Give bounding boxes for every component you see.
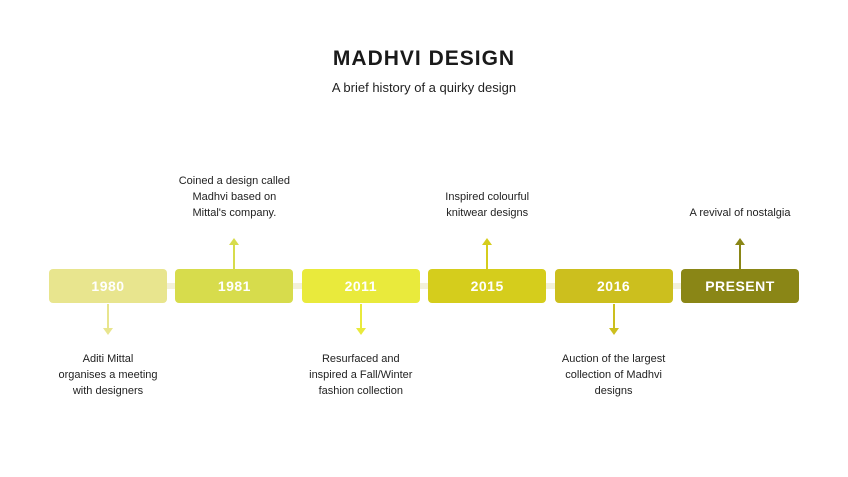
milestone-label-2011 bbox=[296, 351, 426, 399]
milestone-box-2016: 2016 bbox=[555, 269, 673, 303]
page-subtitle: A brief history of a quirky design bbox=[331, 80, 517, 95]
arrow-up-icon bbox=[480, 238, 494, 270]
label-line: fashion collection bbox=[318, 385, 403, 397]
milestone-box-2011: 2011 bbox=[302, 269, 420, 303]
milestone-label-2015 bbox=[422, 189, 552, 221]
label-line: Inspired colourful bbox=[445, 191, 530, 203]
arrow-up-icon bbox=[733, 238, 747, 270]
label-line: inspired a Fall/Winter bbox=[309, 369, 413, 381]
label-line: with designers bbox=[72, 385, 144, 397]
arrow-down-icon bbox=[607, 304, 621, 336]
label-line: Mittal's company. bbox=[192, 207, 277, 219]
label-line: Aditi Mittal bbox=[82, 353, 134, 365]
page-title: MADHVI DESIGN bbox=[332, 47, 516, 70]
arrow-up-icon bbox=[227, 238, 241, 270]
arrow-down-icon bbox=[354, 304, 368, 336]
milestone-box-1980: 1980 bbox=[49, 269, 167, 303]
milestone-box-present: PRESENT bbox=[681, 269, 799, 303]
label-line: designs bbox=[594, 385, 633, 397]
milestone-label-1980 bbox=[43, 351, 173, 399]
label-line: knitwear designs bbox=[446, 207, 529, 219]
arrow-down-icon bbox=[101, 304, 115, 336]
label-line: A revival of nostalgia bbox=[689, 207, 791, 219]
milestone-box-1981: 1981 bbox=[175, 269, 293, 303]
label-line: Coined a design called bbox=[178, 175, 291, 187]
milestone-label-2016 bbox=[549, 351, 679, 399]
milestone-label-1981 bbox=[169, 173, 299, 221]
milestone-label-present bbox=[675, 205, 805, 221]
label-line: Resurfaced and bbox=[321, 353, 400, 365]
label-line: Auction of the largest bbox=[561, 353, 666, 365]
milestone-box-2015: 2015 bbox=[428, 269, 546, 303]
label-line: collection of Madhvi bbox=[565, 369, 662, 381]
label-line: organises a meeting bbox=[58, 369, 158, 381]
label-line: Madhvi based on bbox=[192, 191, 277, 203]
